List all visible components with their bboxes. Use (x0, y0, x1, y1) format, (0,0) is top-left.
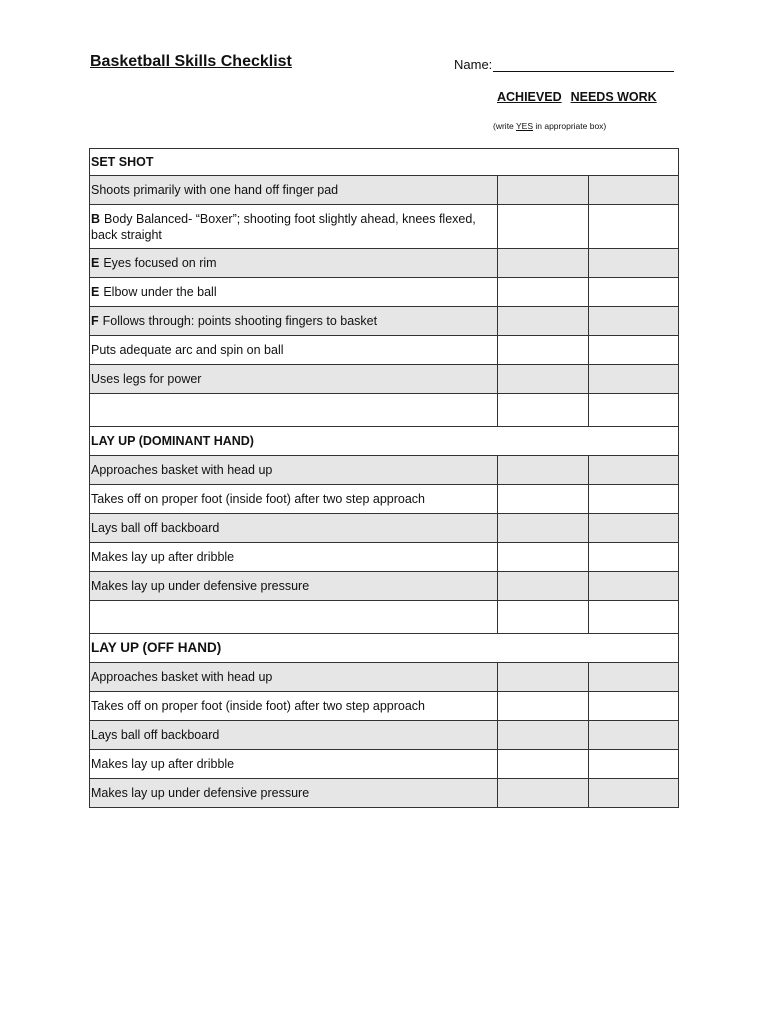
skill-text: Follows through: points shooting fingers to basket (102, 314, 378, 328)
achieved-box[interactable] (498, 750, 588, 779)
achieved-box[interactable] (498, 485, 588, 514)
skill-text: Lays ball off backboard (91, 728, 220, 742)
skill-row (90, 572, 679, 601)
achieved-box[interactable] (498, 572, 588, 601)
skill-row (90, 663, 679, 692)
needs-work-box[interactable] (588, 365, 678, 394)
skill-description (90, 692, 498, 721)
achieved-box[interactable] (498, 663, 588, 692)
name-field[interactable] (454, 57, 674, 72)
skill-row (90, 336, 679, 365)
needs-work-box[interactable] (588, 692, 678, 721)
instruction-before: (write (493, 121, 516, 131)
needs-work-box[interactable] (588, 249, 678, 278)
skill-row (90, 278, 679, 307)
section-header-row (90, 427, 679, 456)
instruction-after: in appropriate box) (533, 121, 607, 131)
skill-description (90, 779, 498, 808)
achieved-box[interactable] (498, 278, 588, 307)
needs-work-box[interactable] (588, 663, 678, 692)
needs-work-box[interactable] (588, 543, 678, 572)
skill-description (90, 205, 498, 249)
section-header-row (90, 149, 679, 176)
achieved-box[interactable] (498, 456, 588, 485)
skill-row (90, 249, 679, 278)
achieved-box[interactable] (498, 394, 588, 427)
achieved-box[interactable] (498, 721, 588, 750)
skill-text: Takes off on proper foot (inside foot) after two step approach (91, 699, 425, 713)
skill-description (90, 750, 498, 779)
needs-work-box[interactable] (588, 176, 678, 205)
needs-work-box[interactable] (588, 336, 678, 365)
achieved-box[interactable] (498, 692, 588, 721)
skill-text: Elbow under the ball (103, 285, 217, 299)
skill-row (90, 205, 679, 249)
skill-row (90, 692, 679, 721)
skill-description (90, 336, 498, 365)
instruction-note (493, 121, 606, 131)
skill-description (90, 456, 498, 485)
section-title: SET SHOT (90, 149, 679, 176)
achieved-box[interactable] (498, 365, 588, 394)
skill-text: Makes lay up after dribble (91, 757, 235, 771)
section-header-row (90, 634, 679, 663)
needs-work-box[interactable] (588, 779, 678, 808)
achieved-box[interactable] (498, 601, 588, 634)
needs-work-box[interactable] (588, 278, 678, 307)
needs-work-box[interactable] (588, 572, 678, 601)
skill-text: Takes off on proper foot (inside foot) after two step approach (91, 492, 425, 506)
name-label: Name: (454, 57, 493, 72)
blank-row (90, 394, 679, 427)
skill-description (90, 249, 498, 278)
skill-text: Uses legs for power (91, 372, 202, 386)
skill-description (90, 394, 498, 427)
mnemonic-letter: B (91, 211, 101, 226)
achieved-box[interactable] (498, 176, 588, 205)
mnemonic-letter: E (91, 285, 100, 299)
needs-work-box[interactable] (588, 307, 678, 336)
skill-description (90, 572, 498, 601)
mnemonic-letter: F (91, 314, 99, 328)
skill-text: Body Balanced- “Boxer”; shooting foot slightly ahead, knees flexed, back straight (91, 211, 476, 242)
mnemonic-letter: E (91, 256, 100, 270)
skill-description (90, 721, 498, 750)
needs-work-box[interactable] (588, 514, 678, 543)
skill-text: Makes lay up under defensive pressure (91, 786, 310, 800)
skill-text: Makes lay up after dribble (91, 550, 235, 564)
column-headings (497, 90, 657, 104)
skill-description (90, 514, 498, 543)
skill-text: Eyes focused on rim (103, 256, 217, 270)
skills-table (89, 148, 679, 808)
skill-text: Puts adequate arc and spin on ball (91, 343, 284, 357)
skill-text: Lays ball off backboard (91, 521, 220, 535)
page-title: Basketball Skills Checklist (90, 53, 292, 70)
instruction-keyword: YES (516, 121, 534, 131)
achieved-box[interactable] (498, 249, 588, 278)
needs-work-box[interactable] (588, 205, 678, 249)
skill-row (90, 365, 679, 394)
skill-row (90, 485, 679, 514)
skill-row (90, 307, 679, 336)
achieved-heading: ACHIEVED (497, 90, 562, 104)
achieved-box[interactable] (498, 543, 588, 572)
skill-row (90, 543, 679, 572)
needs-work-heading: NEEDS WORK (570, 90, 657, 104)
skill-description (90, 365, 498, 394)
section-title: LAY UP (OFF HAND) (90, 634, 679, 663)
skill-description (90, 176, 498, 205)
needs-work-box[interactable] (588, 394, 678, 427)
skill-text: Approaches basket with head up (91, 670, 273, 684)
skill-description (90, 601, 498, 634)
skill-row (90, 456, 679, 485)
skill-text: Shoots primarily with one hand off finger pad (91, 183, 339, 197)
skill-row (90, 721, 679, 750)
section-title: LAY UP (DOMINANT HAND) (90, 427, 679, 456)
skill-description (90, 278, 498, 307)
needs-work-box[interactable] (588, 601, 678, 634)
skill-row (90, 514, 679, 543)
name-blank-line[interactable] (493, 59, 674, 72)
skill-text: Makes lay up under defensive pressure (91, 579, 310, 593)
achieved-box[interactable] (498, 336, 588, 365)
skill-row (90, 176, 679, 205)
skill-row (90, 779, 679, 808)
skill-description (90, 663, 498, 692)
achieved-box[interactable] (498, 514, 588, 543)
skill-description (90, 307, 498, 336)
needs-work-box[interactable] (588, 485, 678, 514)
needs-work-box[interactable] (588, 456, 678, 485)
skill-text: Approaches basket with head up (91, 463, 273, 477)
needs-work-box[interactable] (588, 721, 678, 750)
achieved-box[interactable] (498, 307, 588, 336)
achieved-box[interactable] (498, 779, 588, 808)
skill-description (90, 543, 498, 572)
achieved-box[interactable] (498, 205, 588, 249)
skill-description (90, 485, 498, 514)
needs-work-box[interactable] (588, 750, 678, 779)
skill-row (90, 750, 679, 779)
blank-row (90, 601, 679, 634)
